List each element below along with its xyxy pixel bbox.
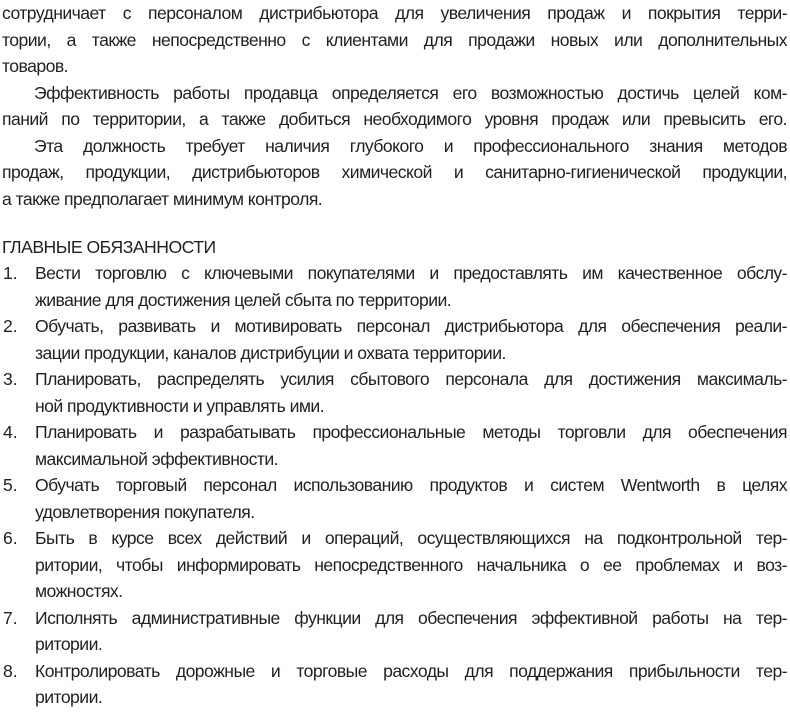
list-item-text: ритории. bbox=[35, 687, 103, 707]
list-item-text: Быть в курсе всех действий и операций, осуществляющихся на подконтрольной тер- bbox=[35, 528, 787, 548]
list-item-text: максимальной эффективности. bbox=[35, 449, 278, 469]
list-item-text: ритории, чтобы информировать непосредственного начальника о ее проблемах и воз- bbox=[35, 555, 787, 575]
list-item-number: 5. bbox=[3, 475, 18, 495]
list-item-text: Вести торговлю с ключевыми покупателями и предоставлять им качественное обслу- bbox=[35, 263, 787, 283]
list-item-number: 8. bbox=[3, 661, 18, 681]
list-item-number: 6. bbox=[3, 528, 18, 548]
list-item-text: удовлетворения покупателя. bbox=[35, 502, 255, 522]
list-item-text: ритории. bbox=[35, 634, 103, 654]
list-item-number: 4. bbox=[3, 422, 18, 442]
text-line: продаж, продукции, дистрибьюторов химической и санитарно-гигиенической продукции, bbox=[2, 162, 787, 182]
list-item-text: можностях. bbox=[35, 581, 123, 601]
text-line: а также предполагает минимум контроля. bbox=[2, 189, 323, 209]
list-item-text: Контролировать дорожные и торговые расходы для поддержания прибыльности тер- bbox=[35, 661, 787, 681]
list-item-text: Обучать, развивать и мотивировать персонал дистрибьютора для обеспечения реали- bbox=[35, 316, 787, 336]
text-line: тории, а также непосредственно с клиентами для продажи новых или дополнительных bbox=[2, 30, 787, 50]
text-line: сотрудничает с персоналом дистрибьютора для увеличения продаж и покрытия терри- bbox=[2, 3, 787, 23]
list-item-number: 7. bbox=[3, 608, 18, 628]
text-line: товаров. bbox=[2, 56, 68, 76]
list-item-text: Исполнять административные функции для обеспечения эффективной работы на тер- bbox=[35, 608, 787, 628]
list-item-text: зации продукции, каналов дистрибуции и охвата территории. bbox=[35, 343, 506, 363]
list-item-text: живание для достижения целей сбыта по территории. bbox=[35, 290, 452, 310]
list-item-number: 3. bbox=[3, 369, 18, 389]
list-item-text: Планировать и разрабатывать профессиональные методы торговли для обеспечения bbox=[35, 422, 787, 442]
text-line: паний по территории, а также добиться необходимого уровня продаж или превысить его. bbox=[2, 109, 787, 129]
text-line: Эффективность работы продавца определяется его возможностью достичь целей ком- bbox=[34, 83, 787, 103]
list-item-text: Обучать торговый персонал использованию продуктов и систем Wentworth в целях bbox=[35, 475, 787, 495]
list-item-text: Планировать, распределять усилия сбытового персонала для достижения максималь- bbox=[35, 369, 787, 389]
list-item-text: ной продуктивности и управлять ими. bbox=[35, 396, 325, 416]
list-item-number: 2. bbox=[3, 316, 18, 336]
list-item-number: 1. bbox=[3, 263, 18, 283]
section-heading: ГЛАВНЫЕ ОБЯЗАННОСТИ bbox=[2, 237, 216, 257]
text-line: Эта должность требует наличия глубокого и профессионального знания методов bbox=[34, 136, 787, 156]
